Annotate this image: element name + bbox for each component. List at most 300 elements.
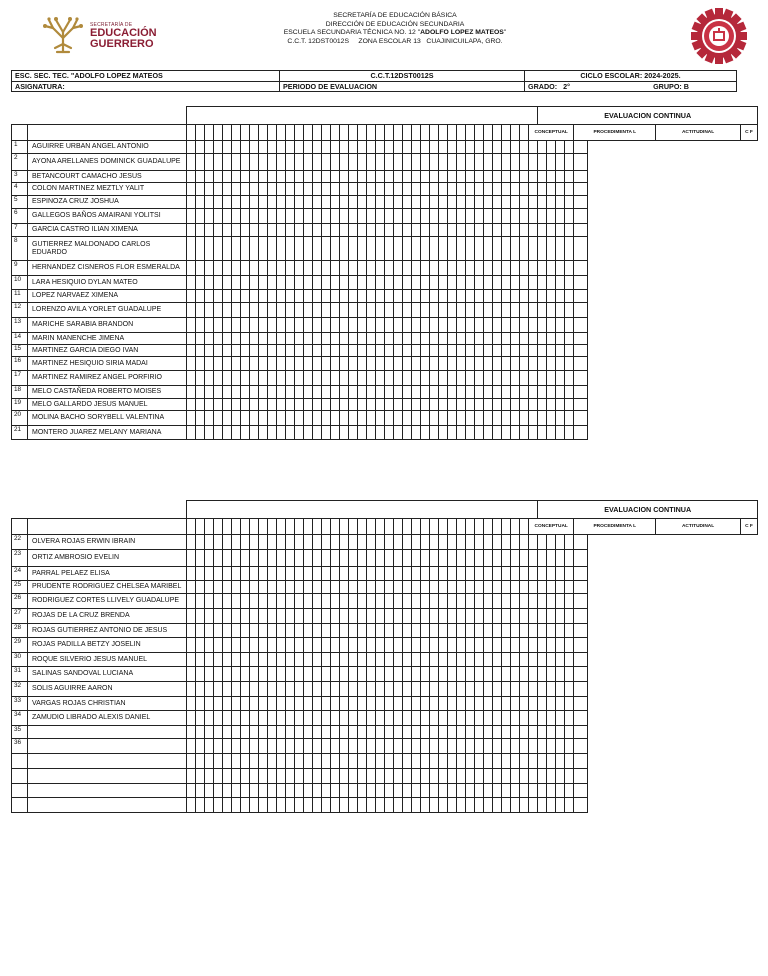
grade-cell[interactable] (484, 426, 493, 440)
grade-cell[interactable] (448, 624, 457, 638)
grade-cell[interactable] (412, 769, 421, 784)
grade-cell[interactable] (412, 798, 421, 813)
grade-cell[interactable] (241, 303, 250, 318)
grade-cell[interactable] (394, 154, 403, 171)
grade-cell[interactable] (376, 609, 385, 624)
grade-cell[interactable] (259, 371, 268, 386)
grade-cell[interactable] (331, 624, 340, 638)
grade-cell[interactable] (340, 667, 349, 682)
grade-cell[interactable] (376, 290, 385, 303)
grade-cell[interactable] (313, 535, 322, 550)
grade-cell[interactable] (457, 290, 466, 303)
grade-cell[interactable] (214, 581, 223, 594)
grade-cell[interactable] (250, 739, 259, 754)
grade-cell[interactable] (430, 726, 439, 739)
grade-cell[interactable] (421, 535, 430, 550)
grade-cell[interactable] (214, 784, 223, 798)
grade-cell[interactable] (250, 237, 259, 261)
grade-cell[interactable] (241, 411, 250, 426)
grade-cell[interactable] (349, 386, 358, 399)
grade-cell[interactable] (511, 609, 520, 624)
grade-cell[interactable] (529, 667, 538, 682)
grade-cell[interactable] (448, 371, 457, 386)
grade-cell[interactable] (520, 567, 529, 581)
grade-cell[interactable] (502, 609, 511, 624)
grade-cell[interactable] (340, 237, 349, 261)
grade-cell[interactable] (322, 726, 331, 739)
grade-cell[interactable] (367, 624, 376, 638)
grade-cell[interactable] (259, 411, 268, 426)
grade-cell[interactable] (340, 535, 349, 550)
grade-cell[interactable] (556, 550, 565, 567)
grade-cell[interactable] (214, 386, 223, 399)
grade-cell[interactable] (277, 318, 286, 333)
grade-cell[interactable] (421, 682, 430, 697)
grade-cell[interactable] (565, 276, 574, 290)
grade-cell[interactable] (538, 426, 547, 440)
grade-cell[interactable] (376, 318, 385, 333)
grade-cell[interactable] (205, 261, 214, 276)
grade-cell[interactable] (475, 141, 484, 154)
grade-cell[interactable] (349, 303, 358, 318)
grade-cell[interactable] (547, 196, 556, 209)
grade-cell[interactable] (484, 594, 493, 609)
grade-cell[interactable] (313, 237, 322, 261)
grade-cell[interactable] (223, 318, 232, 333)
grade-cell[interactable] (385, 638, 394, 653)
grade-cell[interactable] (565, 318, 574, 333)
grade-cell[interactable] (304, 386, 313, 399)
grade-cell[interactable] (187, 399, 196, 411)
grade-cell[interactable] (313, 357, 322, 371)
grade-cell[interactable] (277, 784, 286, 798)
grade-cell[interactable] (484, 399, 493, 411)
grade-cell[interactable] (403, 357, 412, 371)
grade-cell[interactable] (439, 726, 448, 739)
grade-cell[interactable] (367, 141, 376, 154)
grade-cell[interactable] (349, 183, 358, 196)
grade-cell[interactable] (565, 784, 574, 798)
grade-cell[interactable] (232, 726, 241, 739)
grade-cell[interactable] (403, 653, 412, 667)
grade-cell[interactable] (394, 183, 403, 196)
grade-cell[interactable] (340, 333, 349, 345)
grade-cell[interactable] (304, 550, 313, 567)
grade-cell[interactable] (250, 209, 259, 224)
grade-cell[interactable] (466, 183, 475, 196)
grade-cell[interactable] (223, 290, 232, 303)
grade-cell[interactable] (394, 609, 403, 624)
grade-cell[interactable] (439, 196, 448, 209)
grade-cell[interactable] (322, 739, 331, 754)
grade-cell[interactable] (466, 371, 475, 386)
grade-cell[interactable] (520, 682, 529, 697)
grade-cell[interactable] (457, 550, 466, 567)
grade-cell[interactable] (466, 581, 475, 594)
grade-cell[interactable] (430, 567, 439, 581)
grade-cell[interactable] (457, 624, 466, 638)
grade-cell[interactable] (286, 357, 295, 371)
grade-cell[interactable] (475, 594, 484, 609)
grade-cell[interactable] (502, 399, 511, 411)
grade-cell[interactable] (529, 726, 538, 739)
grade-cell[interactable] (214, 638, 223, 653)
grade-cell[interactable] (232, 739, 241, 754)
grade-cell[interactable] (214, 141, 223, 154)
grade-cell[interactable] (358, 697, 367, 711)
grade-cell[interactable] (529, 237, 538, 261)
grade-cell[interactable] (403, 371, 412, 386)
grade-cell[interactable] (376, 426, 385, 440)
grade-cell[interactable] (421, 333, 430, 345)
grade-cell[interactable] (187, 290, 196, 303)
grade-cell[interactable] (232, 386, 241, 399)
grade-cell[interactable] (448, 318, 457, 333)
grade-cell[interactable] (484, 345, 493, 357)
grade-cell[interactable] (367, 209, 376, 224)
grade-cell[interactable] (538, 638, 547, 653)
grade-cell[interactable] (439, 739, 448, 754)
grade-cell[interactable] (358, 426, 367, 440)
grade-cell[interactable] (340, 739, 349, 754)
grade-cell[interactable] (214, 535, 223, 550)
grade-cell[interactable] (538, 183, 547, 196)
grade-cell[interactable] (385, 769, 394, 784)
grade-cell[interactable] (529, 196, 538, 209)
grade-cell[interactable] (286, 345, 295, 357)
grade-cell[interactable] (340, 726, 349, 739)
grade-cell[interactable] (430, 624, 439, 638)
grade-cell[interactable] (313, 624, 322, 638)
grade-cell[interactable] (457, 357, 466, 371)
grade-cell[interactable] (493, 653, 502, 667)
grade-cell[interactable] (295, 141, 304, 154)
grade-cell[interactable] (412, 224, 421, 237)
grade-cell[interactable] (349, 739, 358, 754)
grade-cell[interactable] (241, 290, 250, 303)
grade-cell[interactable] (466, 261, 475, 276)
grade-cell[interactable] (232, 224, 241, 237)
grade-cell[interactable] (277, 550, 286, 567)
grade-cell[interactable] (466, 624, 475, 638)
grade-cell[interactable] (187, 171, 196, 183)
grade-cell[interactable] (340, 711, 349, 726)
grade-cell[interactable] (340, 345, 349, 357)
grade-cell[interactable] (340, 697, 349, 711)
grade-cell[interactable] (421, 371, 430, 386)
grade-cell[interactable] (394, 261, 403, 276)
grade-cell[interactable] (250, 224, 259, 237)
grade-cell[interactable] (232, 261, 241, 276)
grade-cell[interactable] (304, 754, 313, 769)
grade-cell[interactable] (196, 535, 205, 550)
grade-cell[interactable] (358, 653, 367, 667)
grade-cell[interactable] (439, 567, 448, 581)
grade-cell[interactable] (250, 386, 259, 399)
grade-cell[interactable] (574, 798, 588, 813)
grade-cell[interactable] (412, 196, 421, 209)
grade-cell[interactable] (493, 345, 502, 357)
grade-cell[interactable] (358, 567, 367, 581)
grade-cell[interactable] (349, 726, 358, 739)
grade-cell[interactable] (403, 290, 412, 303)
grade-cell[interactable] (493, 581, 502, 594)
grade-cell[interactable] (304, 711, 313, 726)
grade-cell[interactable] (448, 357, 457, 371)
grade-cell[interactable] (520, 667, 529, 682)
grade-cell[interactable] (349, 653, 358, 667)
grade-cell[interactable] (322, 303, 331, 318)
grade-cell[interactable] (223, 426, 232, 440)
grade-cell[interactable] (556, 711, 565, 726)
grade-cell[interactable] (286, 739, 295, 754)
grade-cell[interactable] (538, 345, 547, 357)
grade-cell[interactable] (529, 276, 538, 290)
grade-cell[interactable] (439, 224, 448, 237)
grade-cell[interactable] (331, 739, 340, 754)
grade-cell[interactable] (484, 261, 493, 276)
grade-cell[interactable] (277, 411, 286, 426)
grade-cell[interactable] (268, 711, 277, 726)
grade-cell[interactable] (322, 567, 331, 581)
grade-cell[interactable] (241, 154, 250, 171)
grade-cell[interactable] (574, 682, 588, 697)
grade-cell[interactable] (367, 784, 376, 798)
grade-cell[interactable] (439, 624, 448, 638)
grade-cell[interactable] (457, 769, 466, 784)
grade-cell[interactable] (421, 697, 430, 711)
grade-cell[interactable] (259, 357, 268, 371)
grade-cell[interactable] (502, 711, 511, 726)
grade-cell[interactable] (475, 196, 484, 209)
grade-cell[interactable] (475, 154, 484, 171)
grade-cell[interactable] (205, 141, 214, 154)
grade-cell[interactable] (277, 711, 286, 726)
grade-cell[interactable] (241, 624, 250, 638)
grade-cell[interactable] (232, 318, 241, 333)
grade-cell[interactable] (322, 697, 331, 711)
grade-cell[interactable] (547, 726, 556, 739)
grade-cell[interactable] (196, 798, 205, 813)
grade-cell[interactable] (295, 739, 304, 754)
grade-cell[interactable] (358, 237, 367, 261)
grade-cell[interactable] (457, 224, 466, 237)
grade-cell[interactable] (430, 154, 439, 171)
grade-cell[interactable] (430, 798, 439, 813)
grade-cell[interactable] (196, 171, 205, 183)
grade-cell[interactable] (349, 357, 358, 371)
grade-cell[interactable] (322, 411, 331, 426)
grade-cell[interactable] (457, 237, 466, 261)
grade-cell[interactable] (259, 711, 268, 726)
grade-cell[interactable] (511, 224, 520, 237)
grade-cell[interactable] (484, 357, 493, 371)
grade-cell[interactable] (538, 754, 547, 769)
grade-cell[interactable] (547, 739, 556, 754)
grade-cell[interactable] (421, 209, 430, 224)
grade-cell[interactable] (322, 399, 331, 411)
grade-cell[interactable] (304, 624, 313, 638)
grade-cell[interactable] (547, 237, 556, 261)
grade-cell[interactable] (502, 653, 511, 667)
grade-cell[interactable] (448, 141, 457, 154)
grade-cell[interactable] (358, 154, 367, 171)
grade-cell[interactable] (574, 261, 588, 276)
grade-cell[interactable] (268, 357, 277, 371)
grade-cell[interactable] (520, 303, 529, 318)
grade-cell[interactable] (394, 769, 403, 784)
grade-cell[interactable] (574, 276, 588, 290)
grade-cell[interactable] (187, 183, 196, 196)
grade-cell[interactable] (250, 261, 259, 276)
grade-cell[interactable] (259, 224, 268, 237)
grade-cell[interactable] (214, 624, 223, 638)
grade-cell[interactable] (448, 426, 457, 440)
grade-cell[interactable] (421, 318, 430, 333)
grade-cell[interactable] (187, 426, 196, 440)
grade-cell[interactable] (457, 567, 466, 581)
grade-cell[interactable] (241, 739, 250, 754)
grade-cell[interactable] (475, 784, 484, 798)
grade-cell[interactable] (241, 357, 250, 371)
grade-cell[interactable] (331, 594, 340, 609)
grade-cell[interactable] (448, 290, 457, 303)
grade-cell[interactable] (349, 624, 358, 638)
grade-cell[interactable] (547, 754, 556, 769)
grade-cell[interactable] (250, 697, 259, 711)
grade-cell[interactable] (340, 196, 349, 209)
grade-cell[interactable] (286, 290, 295, 303)
grade-cell[interactable] (520, 171, 529, 183)
grade-cell[interactable] (394, 682, 403, 697)
grade-cell[interactable] (295, 581, 304, 594)
grade-cell[interactable] (448, 769, 457, 784)
grade-cell[interactable] (475, 261, 484, 276)
grade-cell[interactable] (340, 141, 349, 154)
grade-cell[interactable] (385, 290, 394, 303)
grade-cell[interactable] (322, 798, 331, 813)
grade-cell[interactable] (574, 711, 588, 726)
grade-cell[interactable] (511, 357, 520, 371)
grade-cell[interactable] (277, 399, 286, 411)
grade-cell[interactable] (196, 784, 205, 798)
grade-cell[interactable] (214, 726, 223, 739)
grade-cell[interactable] (367, 682, 376, 697)
grade-cell[interactable] (340, 209, 349, 224)
grade-cell[interactable] (277, 261, 286, 276)
grade-cell[interactable] (196, 726, 205, 739)
grade-cell[interactable] (187, 303, 196, 318)
grade-cell[interactable] (232, 290, 241, 303)
grade-cell[interactable] (421, 784, 430, 798)
grade-cell[interactable] (466, 345, 475, 357)
grade-cell[interactable] (556, 535, 565, 550)
grade-cell[interactable] (538, 739, 547, 754)
grade-cell[interactable] (520, 653, 529, 667)
grade-cell[interactable] (223, 697, 232, 711)
grade-cell[interactable] (430, 171, 439, 183)
grade-cell[interactable] (277, 798, 286, 813)
grade-cell[interactable] (547, 333, 556, 345)
grade-cell[interactable] (421, 276, 430, 290)
grade-cell[interactable] (322, 653, 331, 667)
grade-cell[interactable] (322, 784, 331, 798)
grade-cell[interactable] (313, 784, 322, 798)
grade-cell[interactable] (556, 411, 565, 426)
grade-cell[interactable] (448, 550, 457, 567)
grade-cell[interactable] (313, 426, 322, 440)
grade-cell[interactable] (295, 345, 304, 357)
grade-cell[interactable] (403, 567, 412, 581)
grade-cell[interactable] (313, 411, 322, 426)
grade-cell[interactable] (556, 426, 565, 440)
grade-cell[interactable] (268, 224, 277, 237)
grade-cell[interactable] (349, 224, 358, 237)
grade-cell[interactable] (511, 638, 520, 653)
grade-cell[interactable] (349, 609, 358, 624)
grade-cell[interactable] (439, 261, 448, 276)
grade-cell[interactable] (214, 697, 223, 711)
grade-cell[interactable] (268, 209, 277, 224)
grade-cell[interactable] (484, 224, 493, 237)
grade-cell[interactable] (511, 154, 520, 171)
grade-cell[interactable] (502, 171, 511, 183)
grade-cell[interactable] (439, 371, 448, 386)
grade-cell[interactable] (511, 784, 520, 798)
grade-cell[interactable] (241, 567, 250, 581)
grade-cell[interactable] (556, 697, 565, 711)
grade-cell[interactable] (439, 141, 448, 154)
grade-cell[interactable] (259, 141, 268, 154)
grade-cell[interactable] (367, 357, 376, 371)
grade-cell[interactable] (538, 276, 547, 290)
grade-cell[interactable] (295, 371, 304, 386)
grade-cell[interactable] (313, 209, 322, 224)
grade-cell[interactable] (484, 726, 493, 739)
grade-cell[interactable] (547, 386, 556, 399)
grade-cell[interactable] (466, 739, 475, 754)
grade-cell[interactable] (448, 784, 457, 798)
grade-cell[interactable] (547, 697, 556, 711)
grade-cell[interactable] (502, 209, 511, 224)
grade-cell[interactable] (394, 371, 403, 386)
grade-cell[interactable] (376, 333, 385, 345)
grade-cell[interactable] (385, 411, 394, 426)
grade-cell[interactable] (565, 141, 574, 154)
grade-cell[interactable] (214, 209, 223, 224)
grade-cell[interactable] (340, 682, 349, 697)
grade-cell[interactable] (484, 171, 493, 183)
grade-cell[interactable] (232, 711, 241, 726)
grade-cell[interactable] (565, 290, 574, 303)
grade-cell[interactable] (223, 371, 232, 386)
grade-cell[interactable] (502, 581, 511, 594)
grade-cell[interactable] (196, 667, 205, 682)
grade-cell[interactable] (223, 581, 232, 594)
grade-cell[interactable] (538, 357, 547, 371)
grade-cell[interactable] (484, 609, 493, 624)
grade-cell[interactable] (421, 653, 430, 667)
grade-cell[interactable] (385, 183, 394, 196)
grade-cell[interactable] (295, 594, 304, 609)
grade-cell[interactable] (214, 682, 223, 697)
grade-cell[interactable] (286, 371, 295, 386)
grade-cell[interactable] (358, 624, 367, 638)
grade-cell[interactable] (322, 609, 331, 624)
grade-cell[interactable] (502, 141, 511, 154)
grade-cell[interactable] (214, 739, 223, 754)
grade-cell[interactable] (313, 386, 322, 399)
